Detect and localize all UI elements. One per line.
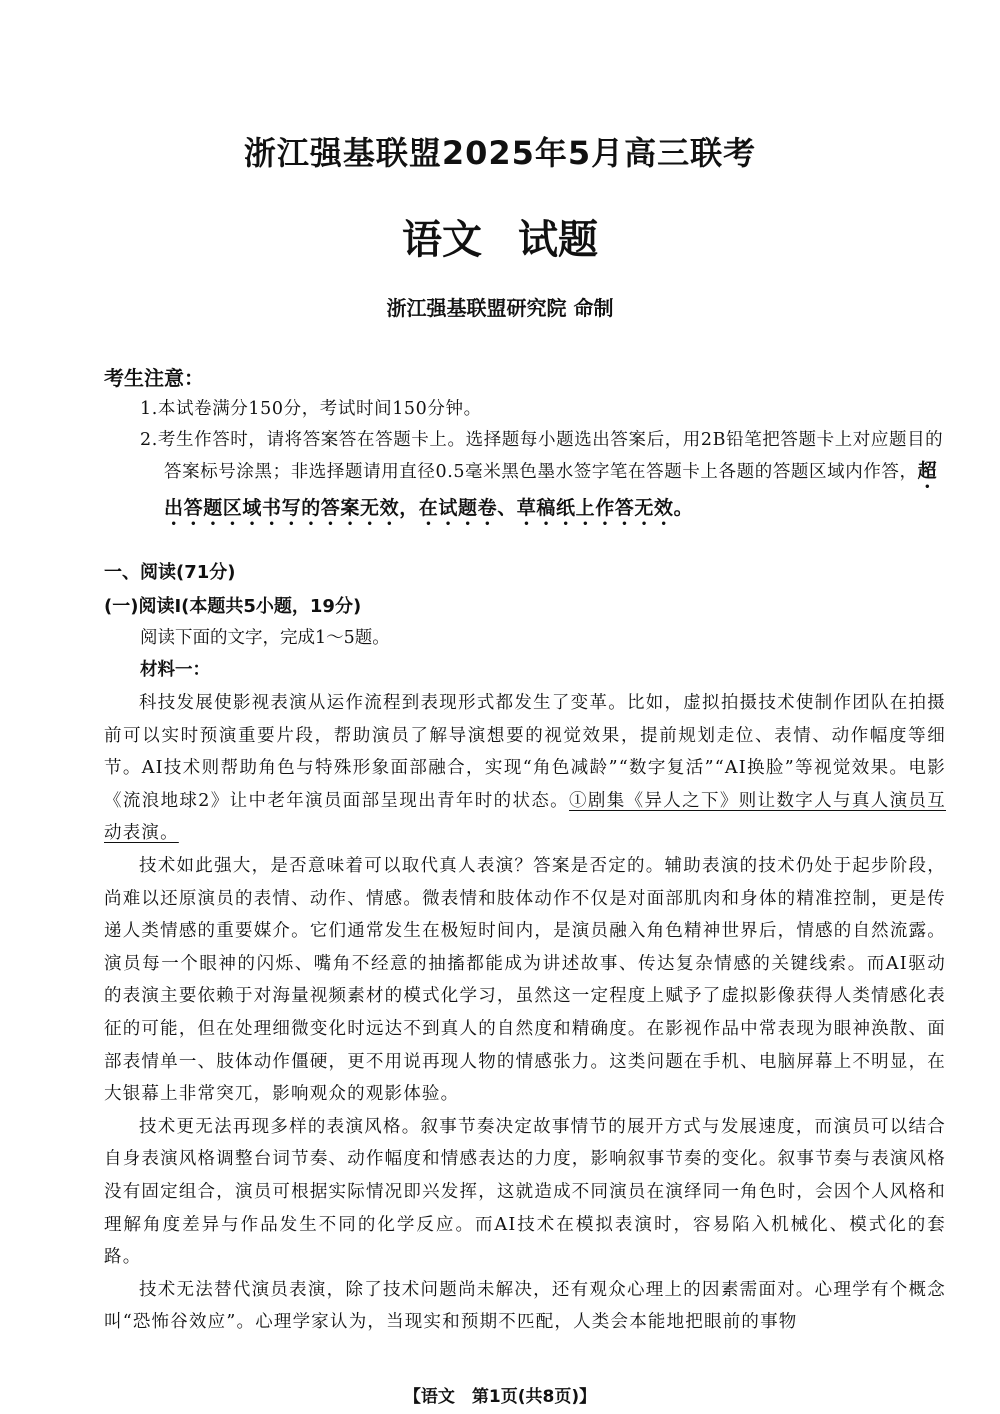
material-label: 材料一： [140, 660, 210, 680]
underlined-sentence-1: ①剧集《异人之下》则让数字人与真人演员互动表演。 [104, 790, 946, 844]
subject-name: 语文 [402, 217, 482, 263]
passage-paragraph-4: 技术无法替代演员表演，除了技术问题尚未解决，还有观众心理上的因素需面对。心理学有个概念叫“恐怖谷效应”。心理学家认为，当现实和预期不匹配，人类会本能地把眼前的事物 [104, 1279, 946, 1333]
notice-heading: 考生注意： [104, 366, 204, 390]
passage-paragraph-3: 技术更无法再现多样的表演风格。叙事节奏决定故事情节的展开方式与发展速度，而演员可以结合自身表演风格调整台词节奏、动作幅度和情感表达的力度，影响叙事节奏的变化。叙事节奏与表演风格没有固定组合，演员可根据实际情况即兴发挥，这就造成不同演员在演绎同一角色时，会因个人风格和理解角度差异与作品发生不同的化学反应。而AI技术在模拟表演时，容易陷入机械化、模式化的套路。 [104, 1116, 946, 1268]
reading-instruction: 阅读下面的文字，完成1～5题。 [140, 628, 390, 648]
notice-item-2-emphasis: 超出答题区域书写的答案无效，在试题卷、草稿纸上作答无效。 [164, 460, 938, 519]
paper-type: 试题 [518, 217, 598, 263]
subsection-heading: (一)阅读Ⅰ(本题共5小题，19分) [104, 596, 362, 617]
subject-heading [0, 208, 1000, 265]
paragraph-1-text: 科技发展使影视表演从运作流程到表现形式都发生了变革。比如，虚拟拍摄技术使制作团队在拍摄前可以实时预演重要片段，帮助演员了解导演想要的视觉效果，提前规划走位、表情、动作幅度等细节。AI技术则帮助角色与特殊形象面部融合，实现“角色减龄”“数字复活”“AI换脸”等视觉效果。电影《流浪地球2》让中老年演员面部呈现出青年时的状态。 [104, 693, 946, 811]
page-footer: 【语文 第1页(共8页)】 [403, 1387, 597, 1407]
notice-item-1: 1.本试卷满分150分，考试时间150分钟。 [140, 399, 482, 419]
reading-passage [104, 687, 946, 1339]
section-heading: 一、阅读(71分) [104, 562, 236, 583]
passage-paragraph-1 [104, 687, 946, 850]
issuer-line: 浙江强基联盟研究院 命制 [386, 296, 614, 320]
exam-title: 浙江强基联盟2025年5月高三联考 [243, 134, 757, 172]
notice-item-2 [140, 425, 950, 530]
notice-item-2-text: 2.考生作答时，请将答案答在答题卡上。选择题每小题选出答案后，用2B铅笔把答题卡上对应题目的答案标号涂黑；非选择题请用直径0.5毫米黑色墨水签字笔在答题卡上各题的答题区域内作答， [140, 430, 944, 482]
passage-paragraph-2: 技术如此强大，是否意味着可以取代真人表演？答案是否定的。辅助表演的技术仍处于起步阶段，尚难以还原演员的表情、动作、情感。微表情和肢体动作不仅是对面部肌肉和身体的精准控制，更是传递人类情感的重要媒介。它们通常发生在极短时间内，是演员融入角色精神世界后，情感的自然流露。演员每一个眼神的闪烁、嘴角不经意的抽搐都能成为讲述故事、传达复杂情感的关键线索。而AI驱动的表演主要依赖于对海量视频素材的模式化学习，虽然这一定程度上赋予了虚拟影像获得人类情感化表征的可能，但在处理细微变化时远达不到真人的自然度和精确度。在影视作品中常表现为眼神涣散、面部表情单一、肢体动作僵硬，更不用说再现人物的情感张力。这类问题在手机、电脑屏幕上不明显，在大银幕上非常突兀，影响观众的观影体验。 [104, 855, 946, 1105]
